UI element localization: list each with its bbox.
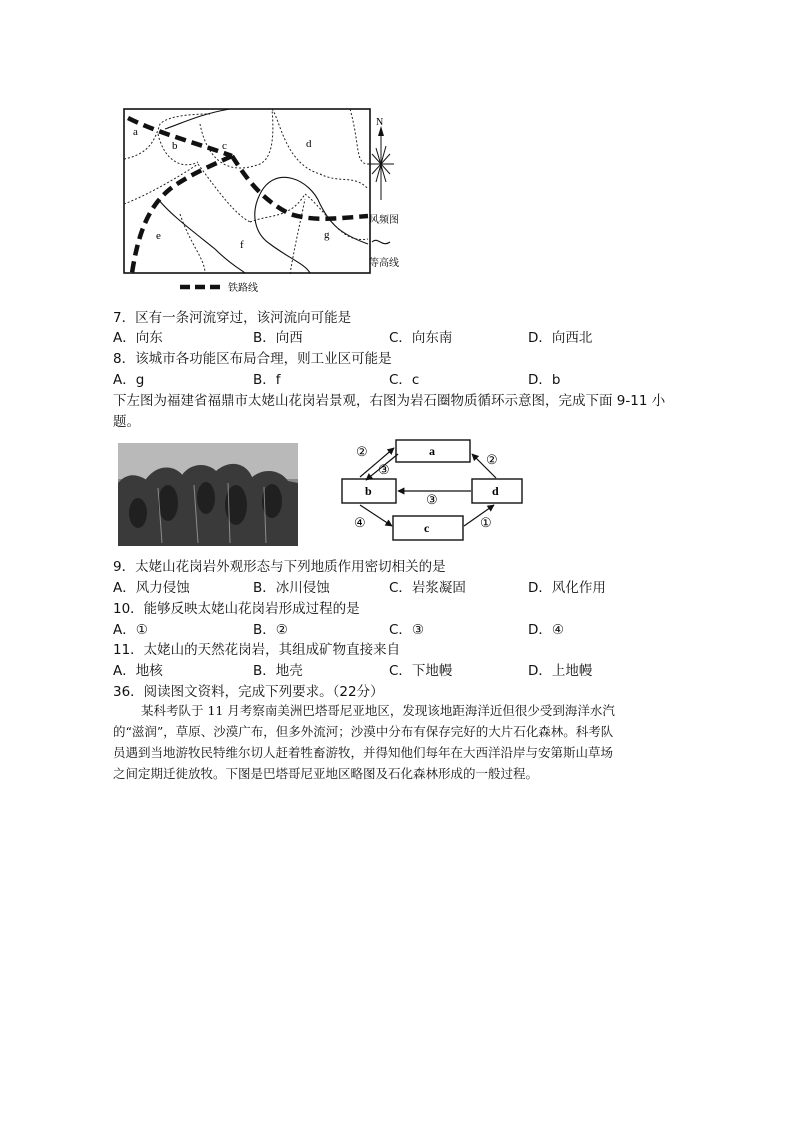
railway-lines bbox=[128, 118, 368, 273]
q36-passage-line-4: 之间定期迁徙放牧。下图是巴塔哥尼亚地区略图及石化森林形成的一般过程。 bbox=[113, 766, 539, 781]
q9-option-d: D．风化作用 bbox=[528, 580, 606, 596]
cycle-box-c-label: c bbox=[424, 521, 430, 535]
q8-option-d: D．b bbox=[528, 372, 561, 388]
contour-lines bbox=[158, 109, 368, 273]
q9-stem: 9．太姥山花岗岩外观形态与下列地质作用密切相关的是 bbox=[113, 559, 446, 575]
area-label-f: f bbox=[240, 239, 244, 251]
q36-passage-line-2: 的“滋润”，草原、沙漠广布，但多外流河；沙漠中分布有保存完好的大片石化森林。科考队 bbox=[113, 724, 614, 739]
area-label-g: g bbox=[324, 229, 330, 241]
legend-contour-label: 等高线 bbox=[369, 258, 399, 269]
area-label-b: b bbox=[172, 140, 178, 152]
q36-passage bbox=[113, 700, 683, 784]
q7-option-b: B．向西 bbox=[253, 330, 303, 346]
q10-option-d: D．④ bbox=[528, 622, 564, 638]
arrow-label-4: ④ bbox=[354, 515, 366, 530]
area-label-d: d bbox=[306, 138, 312, 150]
legend-wind-label: 风频图 bbox=[369, 215, 399, 226]
arrow-label-3-left: ③ bbox=[378, 462, 390, 477]
q10-option-b: B．② bbox=[253, 622, 288, 638]
q8-option-a: A．g bbox=[113, 372, 145, 388]
q7-stem: 7．区有一条河流穿过，该河流向可能是 bbox=[113, 310, 352, 326]
functional-area-map bbox=[110, 104, 420, 300]
q36-passage-line-3: 员遇到当地游牧民特维尔切人赶着牲畜游牧，并得知他们每年在大西洋沿岸与安第斯山草场 bbox=[113, 745, 614, 760]
cycle-box-a-label: a bbox=[429, 444, 435, 458]
area-label-a: a bbox=[133, 126, 138, 138]
q7-option-a: A．向东 bbox=[113, 330, 163, 346]
q11-option-c: C．下地幔 bbox=[389, 663, 453, 679]
arrow-label-3-middle: ③ bbox=[426, 492, 438, 507]
q10-option-a: A．① bbox=[113, 622, 148, 638]
intro-line-1: 下左图为福建省福鼎市太姥山花岗岩景观，右图为岩石圈物质循环示意图，完成下面 9-11 小 bbox=[113, 393, 666, 409]
q9-option-c: C．岩浆凝固 bbox=[389, 580, 466, 596]
rock-cycle-diagram bbox=[338, 432, 528, 547]
arrow-label-1: ① bbox=[480, 515, 492, 530]
q10-stem: 10．能够反映太姥山花岗岩形成过程的是 bbox=[113, 601, 360, 617]
q9-option-b: B．冰川侵蚀 bbox=[253, 580, 330, 596]
area-label-e: e bbox=[156, 230, 161, 242]
q8-option-b: B．f bbox=[253, 372, 281, 388]
q8-stem: 8．该城市各功能区布局合理，则工业区可能是 bbox=[113, 351, 392, 367]
q11-option-d: D．上地幔 bbox=[528, 663, 593, 679]
q7-option-d: D．向西北 bbox=[528, 330, 593, 346]
q9-option-a: A．风力侵蚀 bbox=[113, 580, 190, 596]
q36-passage-line-1: 某科考队于 11 月考察南美洲巴塔哥尼亚地区，发现该地距海洋近但很少受到海洋水汽 bbox=[141, 703, 615, 718]
cycle-box-b-label: b bbox=[365, 484, 372, 498]
q7-option-c: C．向东南 bbox=[389, 330, 453, 346]
q11-stem: 11．太姥山的天然花岗岩，其组成矿物直接来自 bbox=[113, 642, 401, 658]
cycle-box-d-label: d bbox=[492, 484, 499, 498]
arrow-label-2-left: ② bbox=[356, 444, 368, 459]
wind-rose-icon bbox=[368, 126, 394, 200]
q11-option-a: A．地核 bbox=[113, 663, 163, 679]
q10-option-c: C．③ bbox=[389, 622, 425, 638]
arrow-label-2-right: ② bbox=[486, 452, 498, 467]
contour-legend-symbol bbox=[372, 240, 390, 243]
north-label: N bbox=[376, 117, 384, 128]
intro-line-2: 题。 bbox=[113, 414, 140, 430]
granite-landscape-photo bbox=[118, 443, 298, 546]
q36-stem: 36．阅读图文资料，完成下列要求。（22分） bbox=[113, 684, 384, 700]
area-label-c: c bbox=[222, 140, 227, 152]
legend-railway-label: 铁路线 bbox=[228, 283, 258, 294]
q11-option-b: B．地壳 bbox=[253, 663, 303, 679]
q8-option-c: C．c bbox=[389, 372, 420, 388]
